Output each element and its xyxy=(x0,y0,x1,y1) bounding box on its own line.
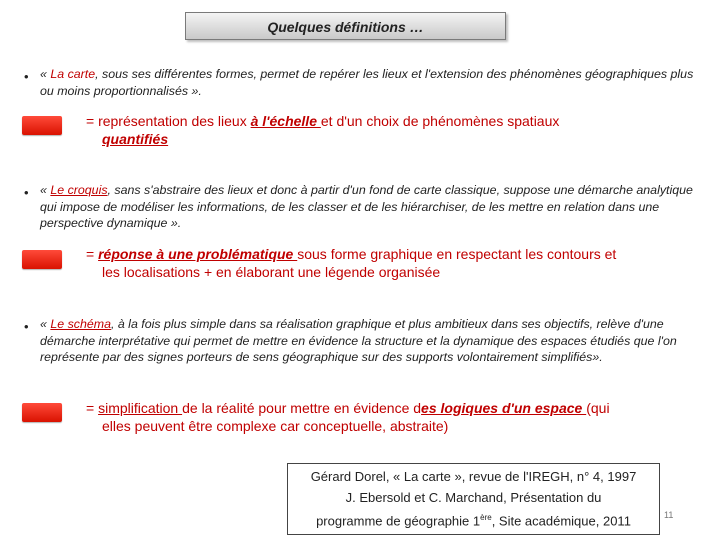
red-action-button[interactable] xyxy=(22,250,62,269)
page-number: 11 xyxy=(664,510,674,520)
red-action-button[interactable] xyxy=(22,116,62,135)
red-action-button[interactable] xyxy=(22,403,62,422)
bullet: • xyxy=(24,319,29,334)
bullet: • xyxy=(24,185,29,200)
gloss-croquis: = réponse à une problématique sous forme graphique en respectant les contours et les localisations + en élaborant une légende organisée xyxy=(86,246,617,280)
gloss-carte: = représentation des lieux à l'échelle et d'un choix de phénomènes spatiaux quantifiés xyxy=(86,113,560,147)
definition-schema: « Le schéma, à la fois plus simple dans sa réalisation graphique et plus ambitieux dans ses objectifs, relève d'une démarche interprétative qui permet de mettre en évidence la structure et la dynamique des espaces étudiés que l'on représente par des signes porteurs de sens géographique sur des supports volontairement simplifiés». xyxy=(40,317,677,364)
definition-croquis: « Le croquis, sans s'abstraire des lieux et donc à partir d'un fond de carte classique, suppose une démarche analytique qui impose de modéliser les informations, de les classer et de les hiérarchiser, de les mettre en relation dans une perspective dynamique ». xyxy=(40,183,693,230)
reference-line-1: Gérard Dorel, « La carte », revue de l'IREGH, n° 4, 1997 xyxy=(310,469,637,484)
term-croquis: Le croquis xyxy=(50,183,108,197)
gloss-schema: = simplification de la réalité pour mettre en évidence des logiques d'un espace (qui elles peuvent être complexe car conceptuelle, abstraite) xyxy=(86,400,610,434)
term-schema: Le schéma xyxy=(50,317,111,331)
slide-title: Quelques définitions … xyxy=(185,12,506,40)
reference-line-3: programme de géographie 1ère, Site académique, 2011 xyxy=(316,513,631,529)
reference-box xyxy=(287,463,660,535)
bullet: • xyxy=(24,69,29,84)
reference-line-2: J. Ebersold et C. Marchand, Présentation du xyxy=(345,489,602,505)
definition-carte: « La carte, sous ses différentes formes, permet de repérer les lieux et l'extension des phénomènes géographiques plus ou moins proportionnalisés ». xyxy=(40,67,694,98)
term-carte: La carte xyxy=(50,67,96,81)
